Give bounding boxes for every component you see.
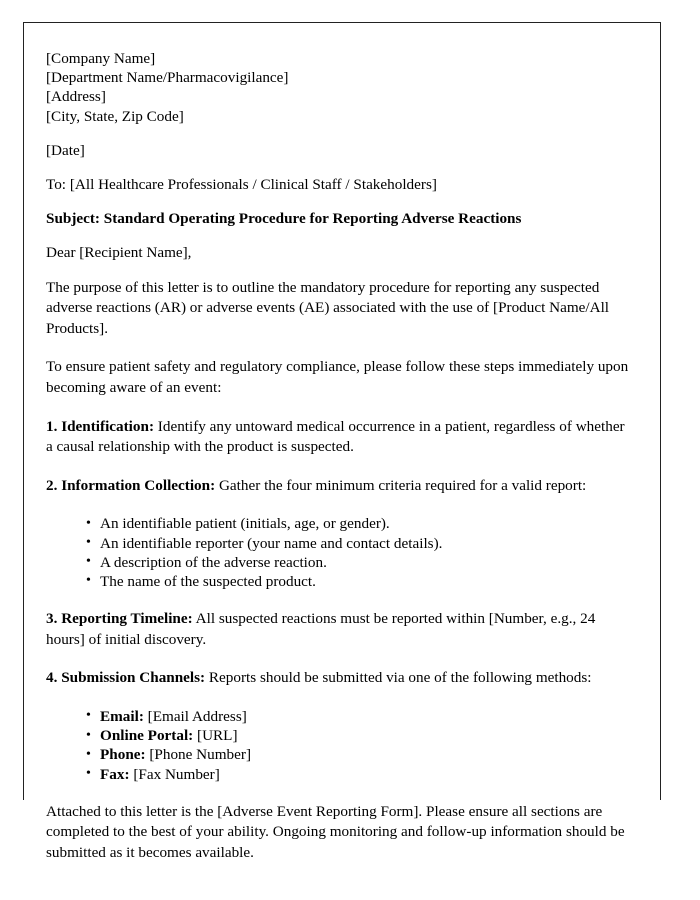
spacer xyxy=(46,650,634,668)
section-information-collection-heading: 2. Information Collection: xyxy=(46,476,216,494)
letter-date: [Date] xyxy=(46,141,85,159)
channel-value: [Phone Number] xyxy=(149,746,252,764)
spacer xyxy=(46,263,634,278)
section-submission-channels-body: Reports should be submitted via one of the following methods: xyxy=(208,669,592,687)
spacer xyxy=(46,399,634,417)
section-information-collection xyxy=(46,476,634,497)
list-item xyxy=(86,745,634,764)
section-information-collection-body: Gather the four minimum criteria required for a valid report: xyxy=(218,476,587,494)
list-item xyxy=(86,765,634,784)
spacer xyxy=(46,458,634,476)
recipient-line: To: [All Healthcare Professionals / Clinical Staff / Stakeholders] xyxy=(46,176,437,194)
section-submission-channels xyxy=(46,668,634,689)
spacer xyxy=(46,689,634,707)
letterhead-address: [Address] xyxy=(46,88,106,106)
letter-body xyxy=(46,49,634,864)
channel-value: [Email Address] xyxy=(147,707,247,725)
intro-paragraph: The purpose of this letter is to outline the mandatory procedure for reporting any suspected adverse reactions (AR) or adverse events (AE) associated with the use of [Product Name/All Products]. xyxy=(46,278,610,337)
letterhead-block xyxy=(46,49,634,126)
spacer xyxy=(46,339,634,357)
salutation: Dear [Recipient Name], xyxy=(46,244,192,262)
section-identification xyxy=(46,417,634,458)
letterhead-company: [Company Name] xyxy=(46,50,156,67)
list-item: • An identifiable reporter (your name and contact details). xyxy=(86,534,634,553)
criteria-bullet-list xyxy=(46,514,634,591)
section-reporting-timeline-body: All suspected reactions must be reported within [Number, e.g., 24 hours] of initial discovery. xyxy=(46,610,596,648)
list-item xyxy=(86,707,634,726)
channel-bullet-list xyxy=(46,707,634,784)
list-item: • A description of the adverse reaction. xyxy=(86,553,634,572)
list-item xyxy=(86,726,634,745)
closing-paragraph: Attached to this letter is the [Adverse Event Reporting Form]. Please ensure all sections are completed to the best of your ability. Ongoing monitoring and follow-up information should be submitted as it becomes available. xyxy=(46,802,625,861)
channel-value: [URL] xyxy=(197,727,238,745)
channel-label: Fax: xyxy=(100,765,130,783)
spacer xyxy=(46,228,634,243)
instruction-paragraph: To ensure patient safety and regulatory compliance, please follow these steps immediately upon becoming aware of an event: xyxy=(46,358,629,396)
channel-label: Phone: xyxy=(100,746,146,764)
spacer xyxy=(46,126,634,141)
subject-line: Subject: Standard Operating Procedure for Reporting Adverse Reactions xyxy=(46,210,522,228)
section-submission-channels-heading: 4. Submission Channels: xyxy=(46,669,206,687)
list-item: • An identifiable patient (initials, age, or gender). xyxy=(86,514,634,533)
spacer xyxy=(46,784,634,802)
spacer xyxy=(46,496,634,514)
channel-label: Email: xyxy=(100,707,144,725)
channel-value: [Fax Number] xyxy=(133,765,220,783)
section-identification-heading: 1. Identification: xyxy=(46,417,154,435)
section-reporting-timeline-heading: 3. Reporting Timeline: xyxy=(46,610,193,628)
section-identification-body: Identify any untoward medical occurrence in a patient, regardless of whether a causal relationship with the product is suspected. xyxy=(46,417,625,456)
document-page xyxy=(23,22,661,861)
letterhead-city-state-zip: [City, State, Zip Code] xyxy=(46,107,184,125)
list-item: • The name of the suspected product. xyxy=(86,572,634,591)
spacer xyxy=(46,160,634,175)
channel-label: Online Portal: xyxy=(100,727,194,745)
letterhead-department: [Department Name/Pharmacovigilance] xyxy=(46,69,289,87)
spacer xyxy=(46,194,634,209)
spacer xyxy=(46,591,634,609)
section-reporting-timeline xyxy=(46,609,634,650)
